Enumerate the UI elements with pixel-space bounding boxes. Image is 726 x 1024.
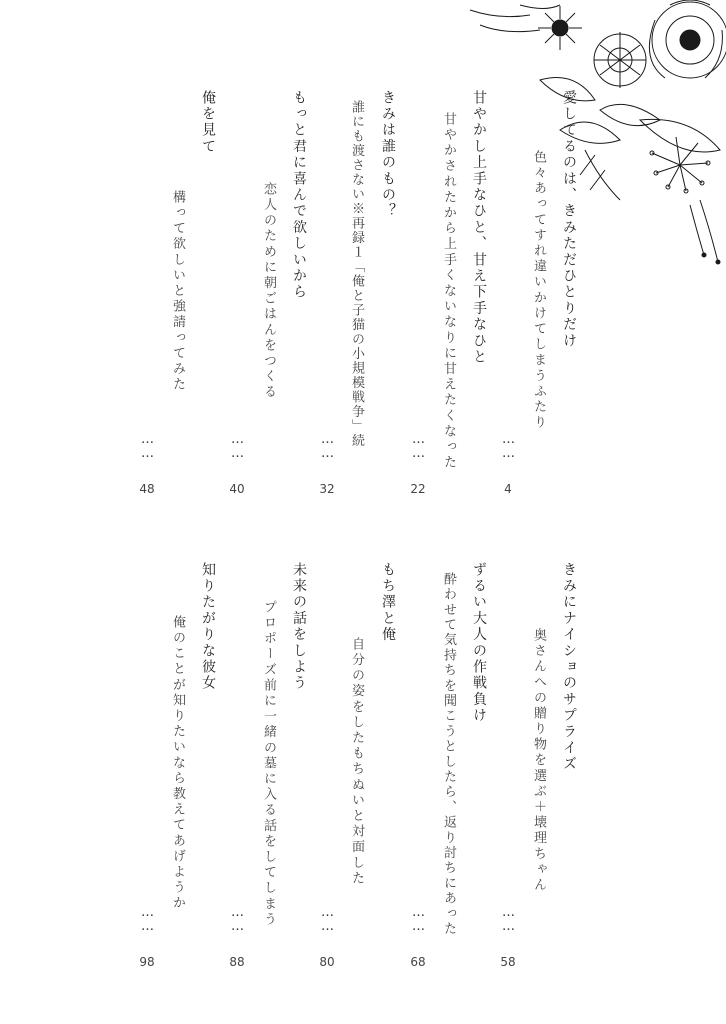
toc-leader-98: …… xyxy=(140,905,155,933)
toc-title-32[interactable]: きみは誰のもの？ xyxy=(380,90,396,220)
toc-subtitle-40: 恋人のために朝ごはんをつくる xyxy=(261,182,276,401)
toc-leader-68: …… xyxy=(411,905,426,933)
toc-title-22[interactable]: 甘やかし上手なひと、甘え下手なひと xyxy=(471,90,487,366)
toc-leader-4: …… xyxy=(501,432,516,460)
toc-page-40[interactable]: 40 xyxy=(229,482,245,496)
toc-page-58[interactable]: 58 xyxy=(500,955,516,969)
toc-leader-40: …… xyxy=(230,432,245,460)
toc-subtitle-22: 甘やかされたから上手くないなりに甘えたくなった xyxy=(441,112,456,471)
toc-leader-80: …… xyxy=(320,905,335,933)
toc-page-22[interactable]: 22 xyxy=(410,482,426,496)
toc-page-4[interactable]: 4 xyxy=(504,482,512,496)
toc-leader-88: …… xyxy=(230,905,245,933)
toc-leader-58: …… xyxy=(501,905,516,933)
toc-subtitle-4: 色々あってすれ違いかけてしまうふたり xyxy=(531,150,546,431)
toc-page-32[interactable]: 32 xyxy=(319,482,335,496)
toc-leader-48: …… xyxy=(140,432,155,460)
toc-title-68[interactable]: ずるい大人の作戦負け xyxy=(471,562,487,724)
toc-title-58[interactable]: きみにナイショのサプライズ xyxy=(561,562,577,773)
toc-page-48[interactable]: 48 xyxy=(139,482,155,496)
toc-title-48[interactable]: 俺を見て xyxy=(200,90,216,155)
toc-subtitle-88: プロポーズ前に一緒の墓に入る話をしてしまう xyxy=(261,600,276,928)
toc-page-80[interactable]: 80 xyxy=(319,955,335,969)
toc-subtitle-32: 誰にも渡さない※再録１「俺と子猫の小規模戦争」続 xyxy=(349,100,364,448)
toc-title-98[interactable]: 知りたがりな彼女 xyxy=(200,562,216,692)
toc-subtitle-48: 構って欲しいと強請ってみた xyxy=(170,190,185,393)
toc-page-98[interactable]: 98 xyxy=(139,955,155,969)
toc-subtitle-80: 自分の姿をしたもちぬいと対面した xyxy=(349,637,364,887)
toc-subtitle-68: 酔わせて気持ちを聞こうとしたら、返り討ちにあった xyxy=(441,572,456,937)
toc-title-88[interactable]: 未来の話をしよう xyxy=(291,562,307,692)
toc-leader-32: …… xyxy=(320,432,335,460)
toc-page-88[interactable]: 88 xyxy=(229,955,245,969)
toc-title-4[interactable]: 愛してるのは、きみただひとりだけ xyxy=(561,90,577,350)
toc-leader-22: …… xyxy=(411,432,426,460)
toc-page-68[interactable]: 68 xyxy=(410,955,426,969)
toc-title-80[interactable]: もち澤と俺 xyxy=(380,562,396,643)
toc-title-40[interactable]: もっと君に喜んで欲しいから xyxy=(291,90,307,301)
toc-subtitle-58: 奥さんへの贈り物を選ぶ＋壊理ちゃん xyxy=(531,628,546,894)
toc-subtitle-98: 俺のことが知りたいなら教えてあげようか xyxy=(170,615,185,912)
